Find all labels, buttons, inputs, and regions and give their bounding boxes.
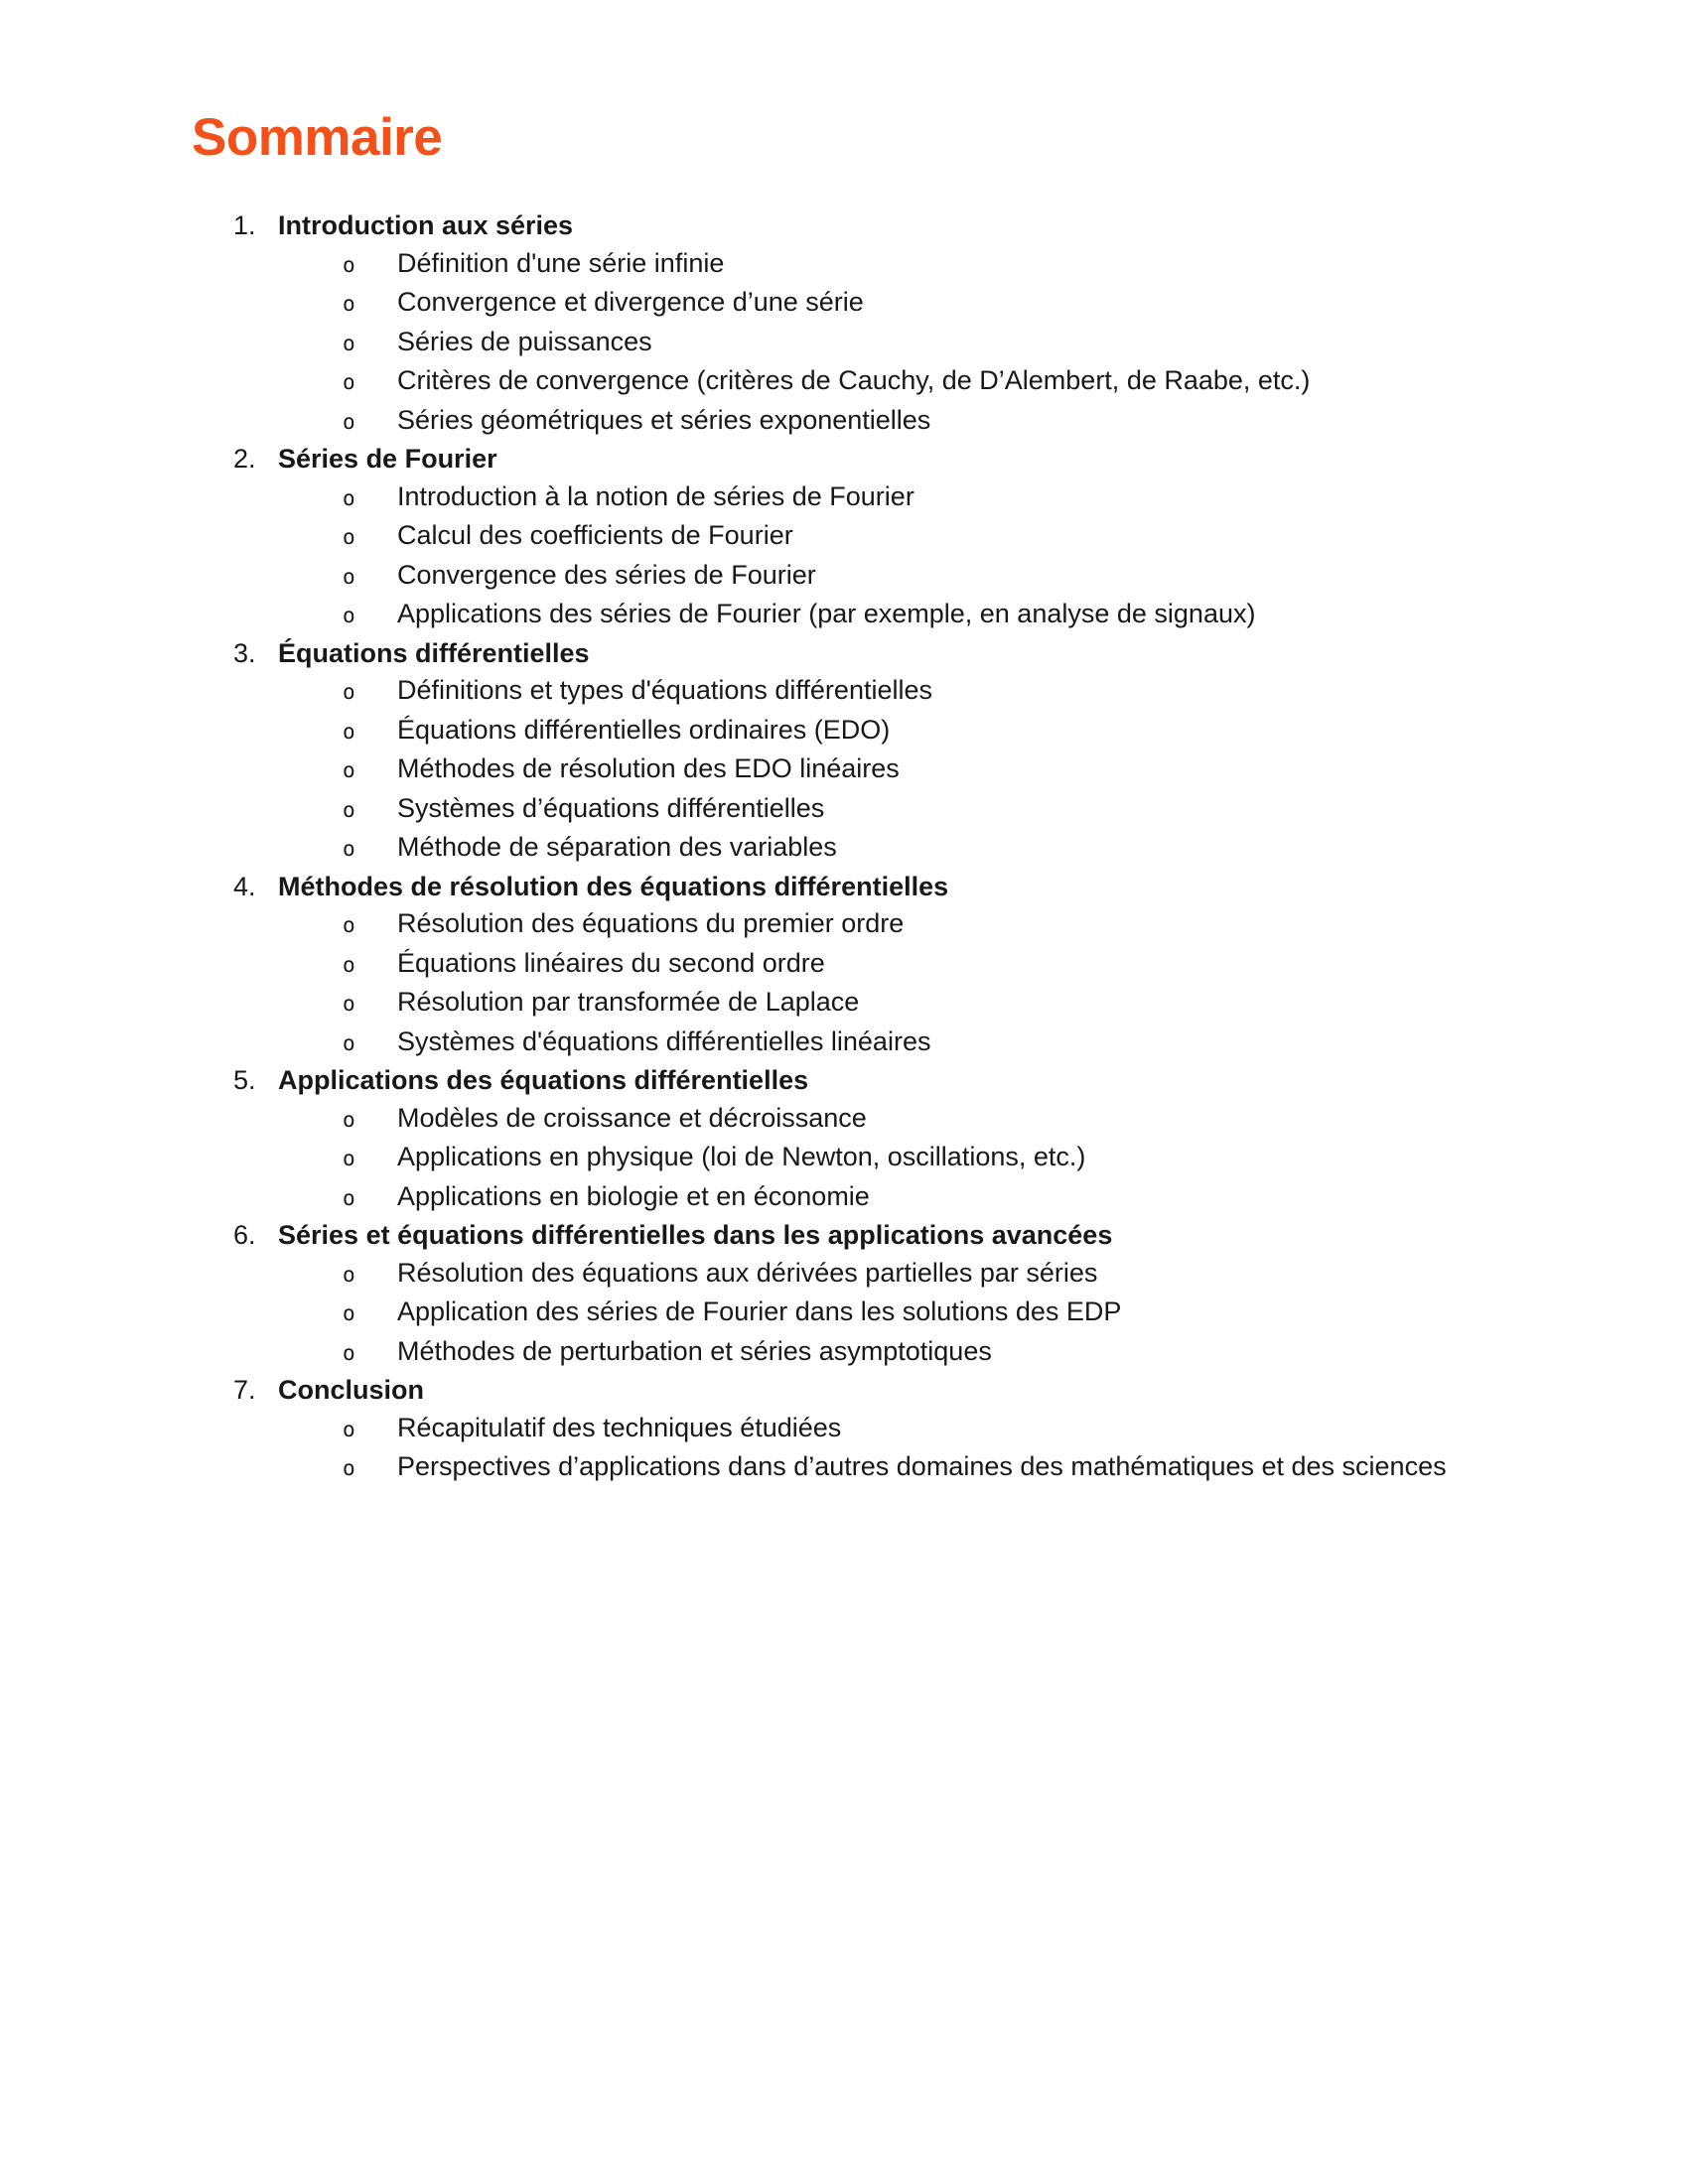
- bullet-marker: o: [343, 525, 355, 549]
- toc-sub-item: [0, 1139, 1688, 1178]
- toc-item-title: Applications des équations différentielles: [278, 1065, 809, 1095]
- bullet-marker: o: [343, 331, 355, 355]
- toc-sub-text: Calcul des coefficients de Fourier: [397, 520, 793, 550]
- toc-item-title: Conclusion: [278, 1375, 424, 1405]
- bullet-marker: o: [343, 837, 355, 861]
- toc-sub-item: [0, 829, 1688, 869]
- toc-item-number: 3.: [233, 637, 256, 668]
- toc-sub-text: Applications en biologie et en économie: [397, 1180, 870, 1211]
- toc-sub-text: Modèles de croissance et décroissance: [397, 1102, 867, 1133]
- toc-sub-item: [0, 945, 1688, 985]
- bullet-marker: o: [343, 292, 355, 316]
- toc-sub-item: [0, 245, 1688, 285]
- bullet-marker: o: [343, 1107, 355, 1132]
- toc-sub-item: [0, 1294, 1688, 1333]
- toc-sub-text: Applications en physique (loi de Newton, oscillations, etc.): [397, 1142, 1086, 1171]
- toc-item-title: Séries et équations différentielles dans les applications avancées: [278, 1220, 1113, 1250]
- toc-item: [0, 1217, 1688, 1255]
- toc-item-title: Introduction aux séries: [278, 210, 574, 240]
- bullet-marker: o: [343, 1417, 355, 1441]
- toc-sub-text: Équations linéaires du second ordre: [397, 947, 825, 978]
- toc-sub-text: Résolution par transformée de Laplace: [397, 987, 860, 1017]
- toc-sub-item: [0, 324, 1688, 363]
- toc-sub-item: [0, 596, 1688, 635]
- toc-item-title: Équations différentielles: [278, 637, 590, 668]
- toc-sub-text: Systèmes d’équations différentielles: [397, 792, 825, 823]
- toc-item-number: 1.: [233, 210, 256, 240]
- table-of-contents: [0, 207, 1688, 1488]
- bullet-marker: o: [343, 604, 355, 627]
- toc-sub-text: Méthodes de perturbation et séries asymptotiques: [397, 1335, 992, 1366]
- toc-sub-item: [0, 1024, 1688, 1063]
- bullet-marker: o: [343, 1147, 355, 1170]
- page-title: Sommaire: [192, 108, 443, 167]
- bullet-marker: o: [343, 564, 355, 589]
- toc-sub-text: Méthodes de résolution des EDO linéaires: [397, 753, 900, 783]
- toc-item-number: 6.: [233, 1220, 256, 1250]
- bullet-marker: o: [343, 797, 355, 822]
- toc-item-number: 4.: [233, 871, 256, 901]
- toc-sub-text: Convergence et divergence d’une série: [397, 287, 864, 317]
- toc-sub-text: Méthode de séparation des variables: [397, 832, 837, 862]
- toc-sub-item: [0, 984, 1688, 1024]
- toc-sub-item: [0, 517, 1688, 557]
- toc-sub-item: [0, 1448, 1688, 1488]
- bullet-marker: o: [343, 680, 355, 704]
- toc-sub-text: Définition d'une série infinie: [397, 247, 725, 278]
- toc-item: [0, 1062, 1688, 1100]
- toc-item: [0, 635, 1688, 673]
- toc-sub-text: Équations différentielles ordinaires (EDO): [397, 714, 891, 745]
- toc-sub-item: [0, 1410, 1688, 1449]
- toc-sub-text: Critères de convergence (critères de Cauchy, de D’Alembert, de Raabe, etc.): [397, 365, 1311, 395]
- toc-sub-text: Séries géométriques et séries exponentielles: [397, 404, 931, 435]
- toc-sub-item: [0, 402, 1688, 442]
- bullet-marker: o: [343, 252, 355, 277]
- bullet-marker: o: [343, 370, 355, 394]
- toc-sub-item: [0, 672, 1688, 712]
- toc-sub-item: [0, 790, 1688, 830]
- bullet-marker: o: [343, 409, 355, 434]
- toc-sub-text: Applications des séries de Fourier (par exemple, en analyse de signaux): [397, 599, 1256, 628]
- bullet-marker: o: [343, 1301, 355, 1325]
- bullet-marker: o: [343, 719, 355, 744]
- toc-sub-text: Définitions et types d'équations différentielles: [397, 675, 932, 705]
- toc-item-title: Méthodes de résolution des équations différentielles: [278, 871, 949, 901]
- bullet-marker: o: [343, 1185, 355, 1210]
- bullet-marker: o: [343, 1262, 355, 1287]
- bullet-marker: o: [343, 758, 355, 782]
- toc-item-number: 7.: [233, 1375, 256, 1405]
- bullet-marker: o: [343, 1340, 355, 1365]
- bullet-marker: o: [343, 992, 355, 1016]
- toc-item: [0, 1372, 1688, 1410]
- toc-sub-item: [0, 1333, 1688, 1373]
- toc-sub-text: Perspectives d’applications dans d’autres domaines des mathématiques et des sciences: [397, 1451, 1447, 1481]
- toc-item: [0, 207, 1688, 245]
- toc-sub-text: Séries de puissances: [397, 326, 652, 356]
- toc-item: [0, 869, 1688, 906]
- toc-sub-item: [0, 478, 1688, 518]
- toc-sub-item: [0, 362, 1688, 402]
- toc-sub-text: Récapitulatif des techniques étudiées: [397, 1412, 842, 1442]
- toc-sub-text: Résolution des équations du premier ordre: [397, 908, 905, 938]
- toc-sub-item: [0, 284, 1688, 324]
- toc-sub-text: Systèmes d'équations différentielles linéaires: [397, 1025, 931, 1056]
- toc-sub-item: [0, 557, 1688, 597]
- toc-sub-item: [0, 905, 1688, 945]
- bullet-marker: o: [343, 1030, 355, 1055]
- bullet-marker: o: [343, 1456, 355, 1480]
- toc-sub-text: Application des séries de Fourier dans les solutions des EDP: [397, 1297, 1122, 1326]
- toc-sub-item: [0, 751, 1688, 790]
- toc-item: [0, 441, 1688, 478]
- bullet-marker: o: [343, 913, 355, 937]
- toc-item-title: Séries de Fourier: [278, 444, 497, 474]
- bullet-marker: o: [343, 952, 355, 977]
- toc-sub-text: Introduction à la notion de séries de Fourier: [397, 480, 914, 511]
- toc-item-number: 2.: [233, 444, 256, 474]
- toc-sub-item: [0, 1100, 1688, 1140]
- bullet-marker: o: [343, 485, 355, 510]
- toc-sub-text: Convergence des séries de Fourier: [397, 559, 816, 590]
- toc-sub-item: [0, 1178, 1688, 1218]
- toc-sub-text: Résolution des équations aux dérivées partielles par séries: [397, 1257, 1098, 1288]
- toc-sub-item: [0, 712, 1688, 751]
- toc-item-number: 5.: [233, 1065, 256, 1095]
- toc-sub-item: [0, 1255, 1688, 1295]
